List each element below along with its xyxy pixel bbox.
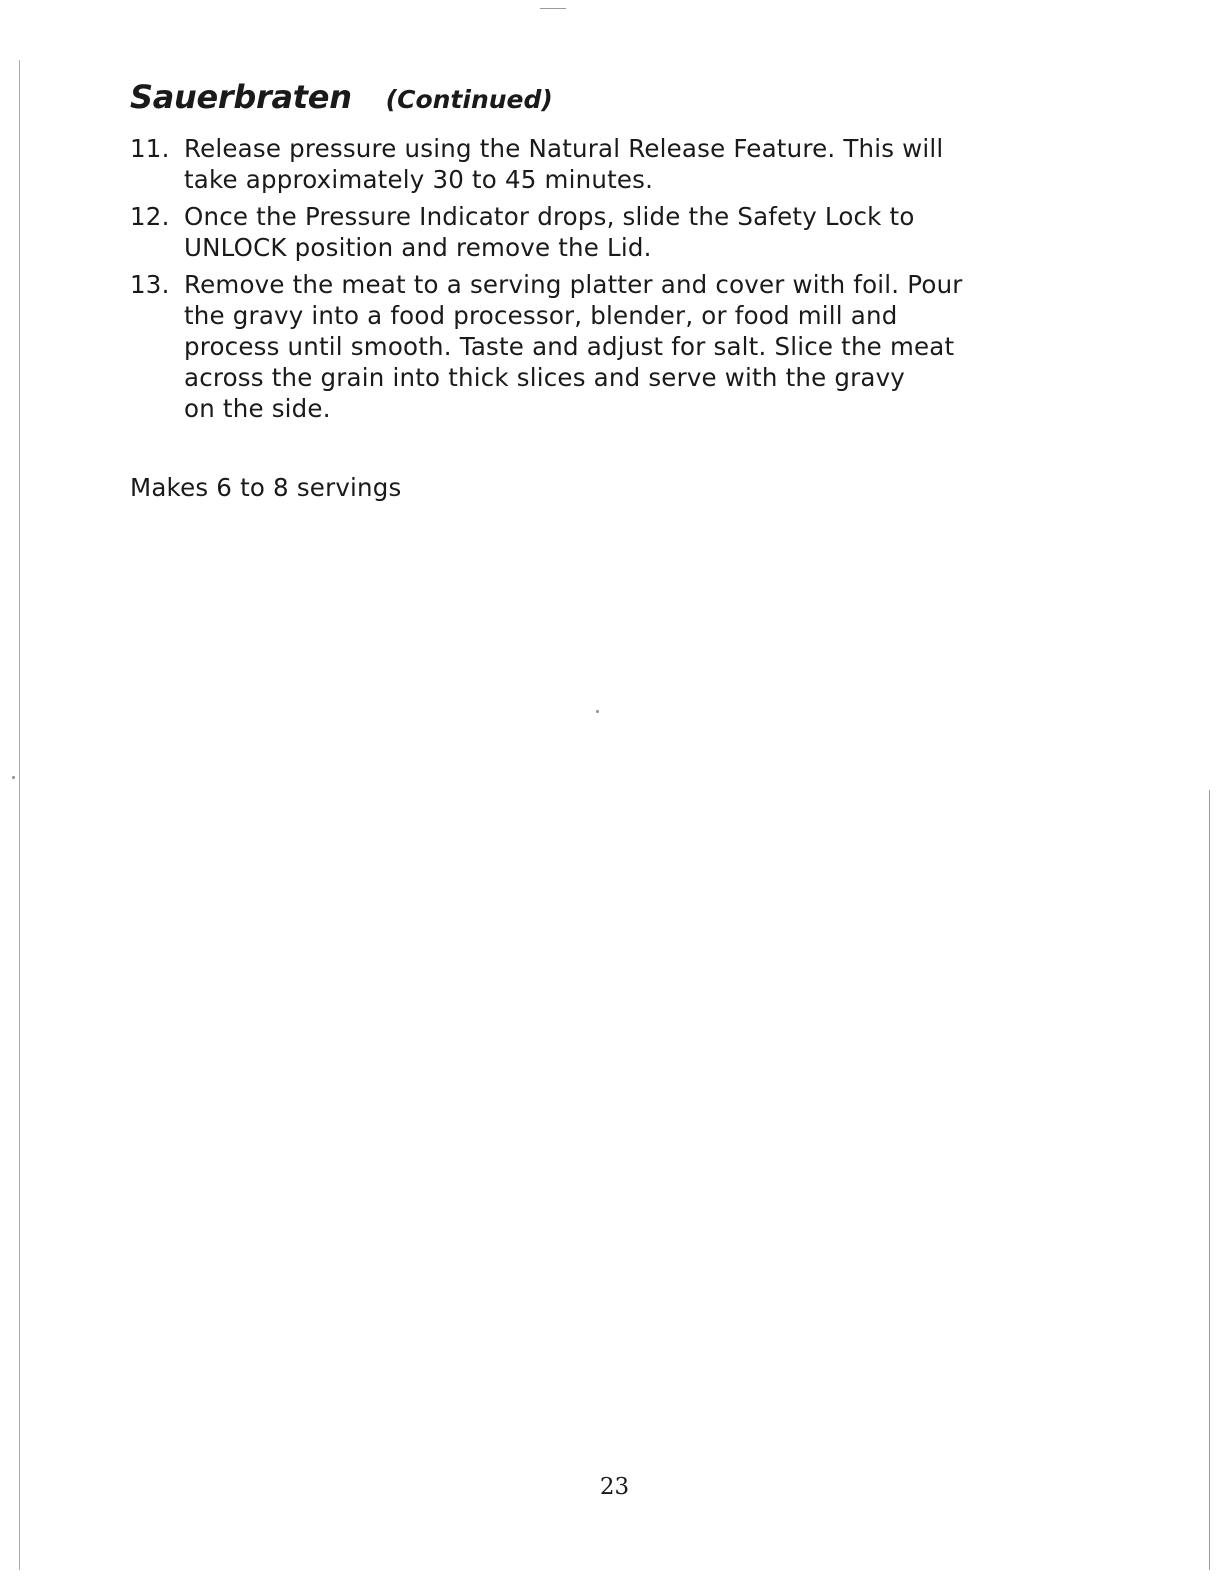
step-text-line: Remove the meat to a serving platter and cover with foil. Pour	[184, 270, 963, 299]
recipe-yield: Makes 6 to 8 servings	[130, 473, 402, 502]
recipe-subtitle: (Continued)	[385, 85, 553, 114]
step-text-line: UNLOCK position and remove the Lid.	[184, 233, 652, 262]
scan-speck	[12, 776, 15, 779]
step-text-line: Release pressure using the Natural Release Feature. This will	[184, 134, 944, 163]
step-number: 12.	[130, 202, 170, 231]
step-text-line: process until smooth. Taste and adjust for salt. Slice the meat	[184, 332, 955, 361]
scan-edge-left	[19, 60, 20, 1570]
instruction-step	[130, 133, 1090, 195]
page-number: 23	[599, 1474, 630, 1500]
step-number: 11.	[130, 134, 170, 163]
step-text-line: Once the Pressure Indicator drops, slide the Safety Lock to	[184, 202, 915, 231]
scan-speck	[596, 710, 599, 713]
recipe-title: Sauerbraten	[130, 78, 352, 116]
step-text-line: on the side.	[184, 394, 331, 423]
scan-edge-right	[1209, 790, 1210, 1570]
step-text-line: take approximately 30 to 45 minutes.	[184, 165, 654, 194]
scan-mark-top	[540, 8, 566, 9]
instruction-step	[130, 201, 1090, 263]
instruction-step	[130, 269, 1090, 424]
step-text-line: across the grain into thick slices and serve with the gravy	[184, 363, 906, 392]
instruction-list	[130, 133, 1090, 430]
step-number: 13.	[130, 270, 170, 299]
step-text-line: the gravy into a food processor, blender, or food mill and	[184, 301, 898, 330]
page-heading	[130, 78, 553, 116]
